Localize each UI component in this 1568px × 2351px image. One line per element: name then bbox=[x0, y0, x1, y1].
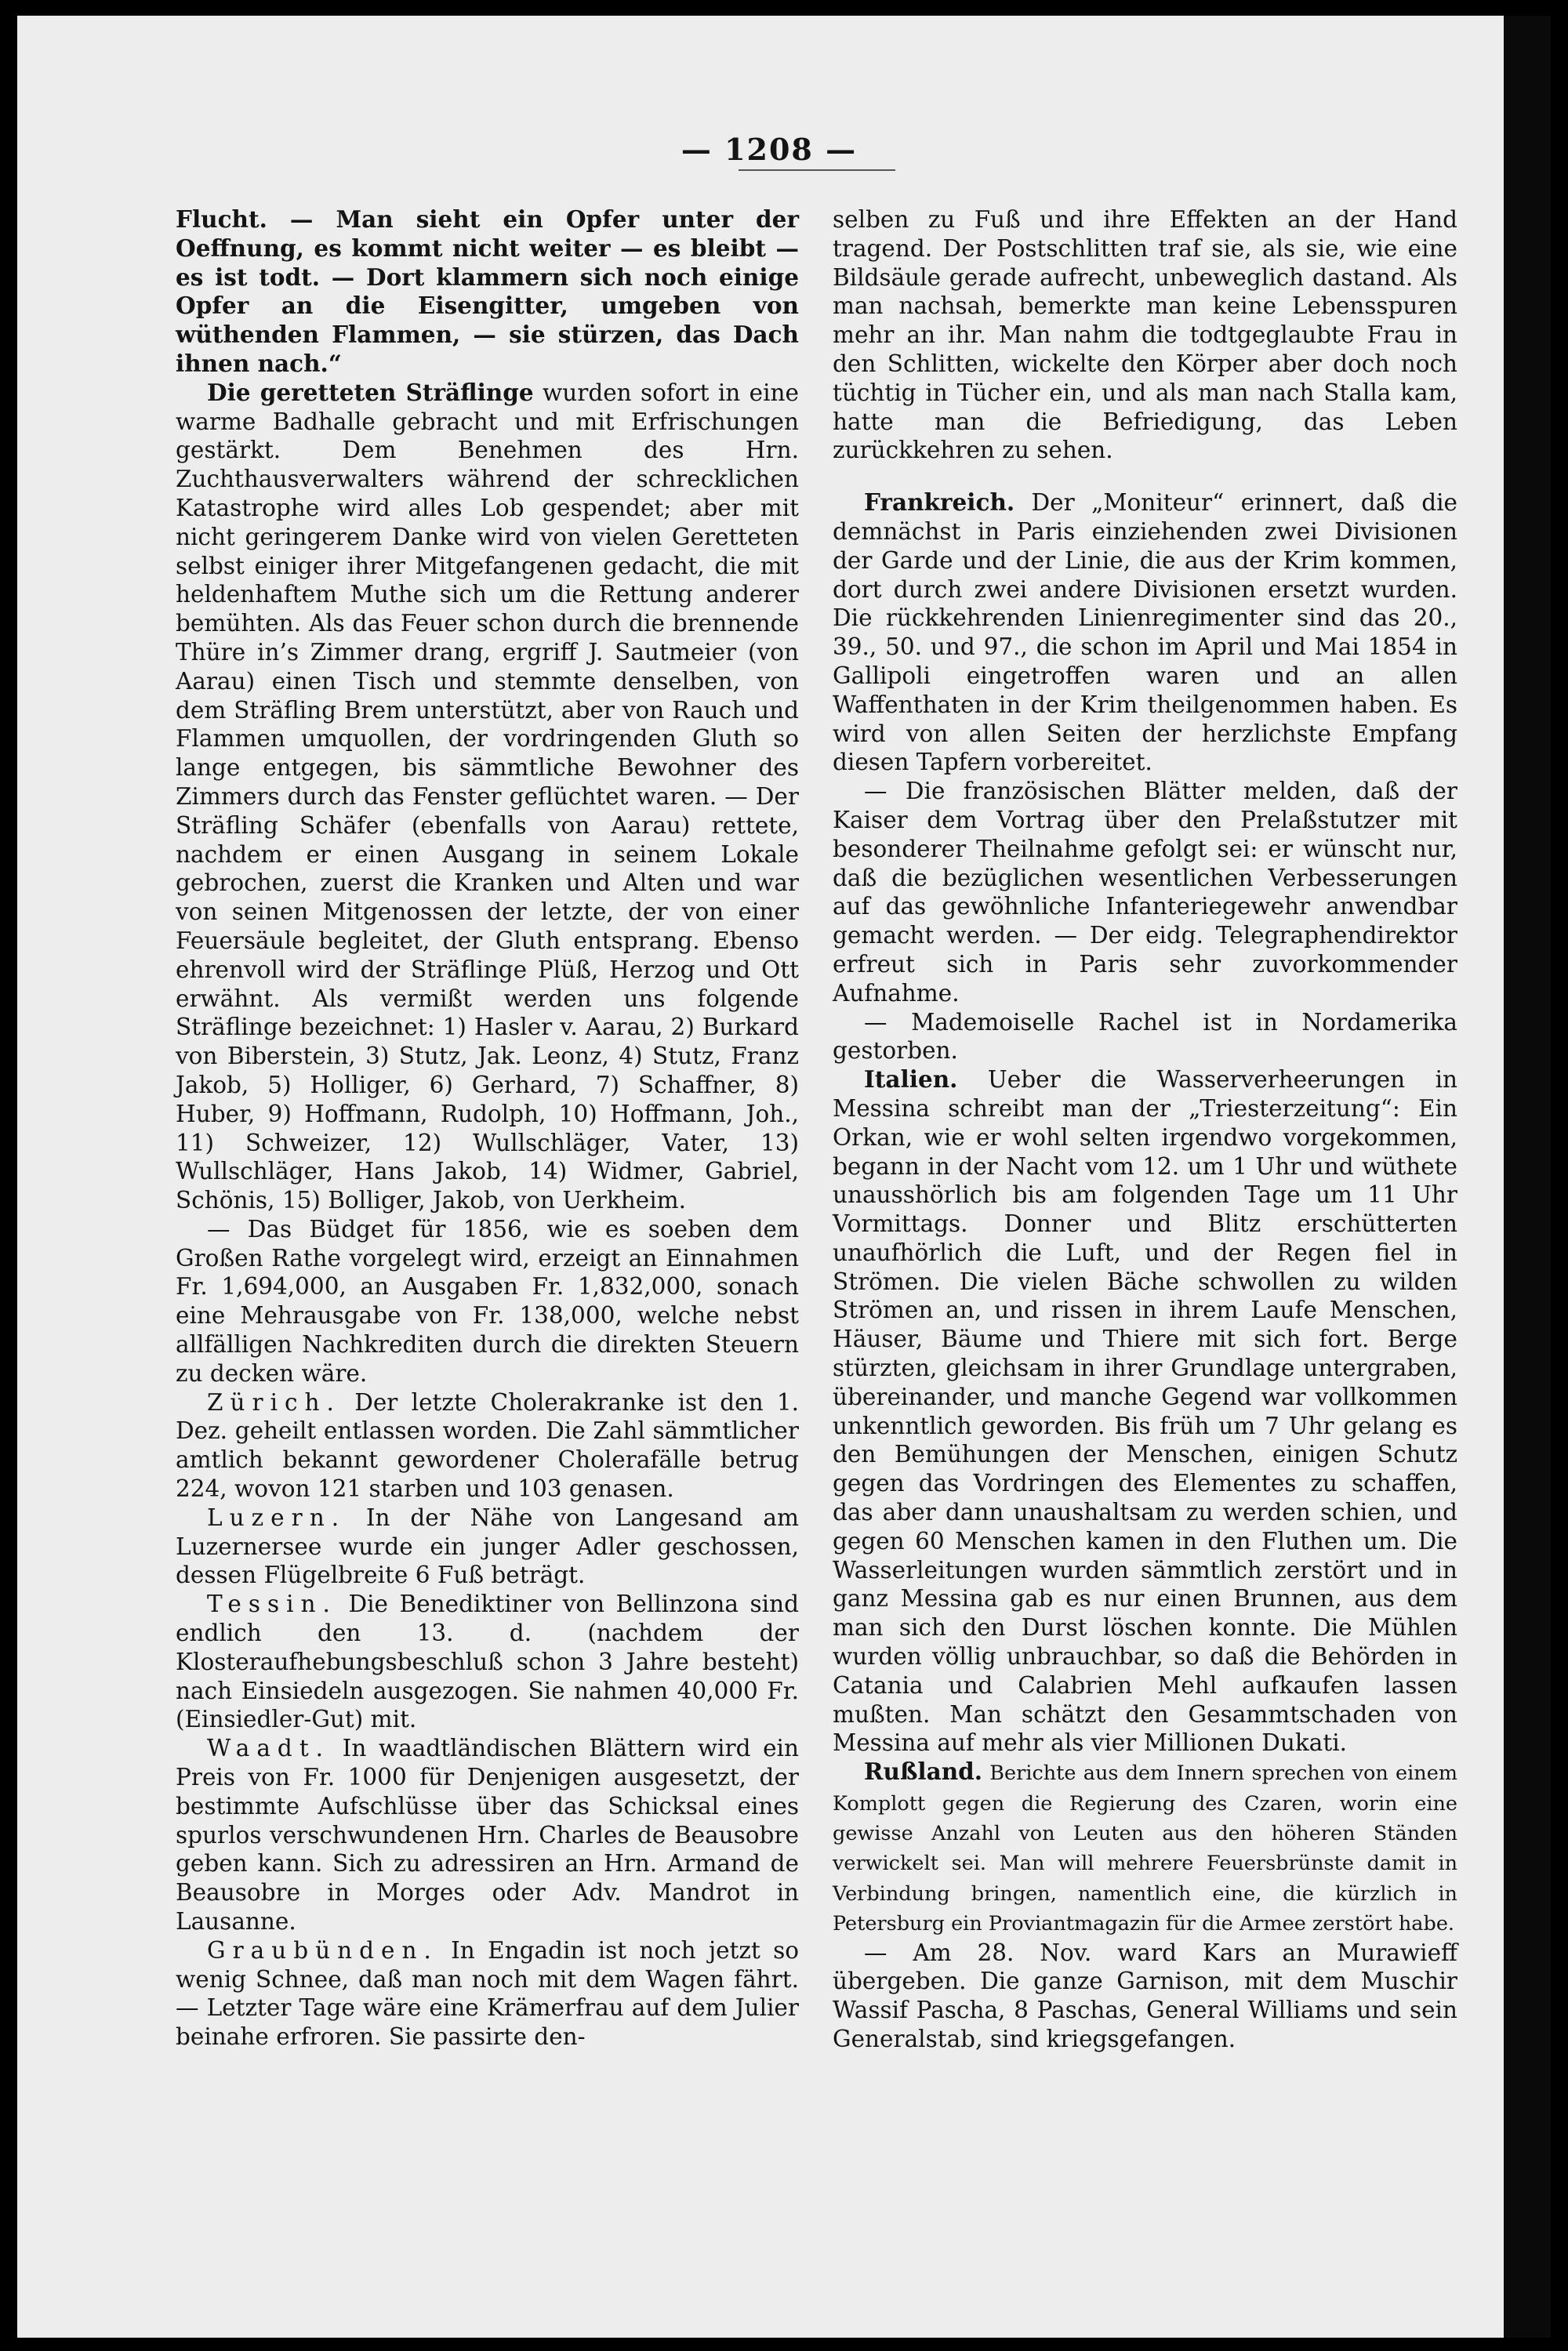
paragraph-text: wurden sofort in eine warme Badhalle gebracht und mit Erfrischungen gestärkt. Dem Benehmen des Hrn. Zuchthausverwalters während der schrecklichen Katastrophe wird alles Lob gespendet; aber mit nicht geringerem Danke wird von vielen Geretteten selbst einiger ihrer Mitgefangenen gedacht, die mit heldenhaftem Muthe sich um die Rettung anderer bemühten. Als das Feuer schon durch die brennende Thüre in’s Zimmer drang, ergriff J. Sautmeier (von Aarau) einen Tisch und stemmte denselben, von dem Sträfling Brem unterstützt, aber von Rauch und Flammen umquollen, der vordringenden Gluth so lange entgegen, bis sämmtliche Bewohner des Zimmers durch das Fenster geflüchtet waren. — Der Sträfling Schäfer (ebenfalls von Aarau) rettete, nachdem er einen Ausgang in seinem Lokale gebrochen, zuerst die Kranken und Alten und war von seinen Mitgenossen der letzte, der von einer Feuersäule begleitet, der Gluth entsprang. Ebenso ehrenvoll wird der Sträflinge Plüß, Herzog und Ott erwähnt. Als vermißt werden uns folgende Sträflinge bezeichnet: 1) Hasler v. Aarau, 2) Burkard von Biberstein, 3) Stutz, Jak. Leonz, 4) Stutz, Franz Jakob, 5) Holliger, 6) Gerhard, 7) Schaffner, 8) Huber, 9) Hoffmann, Rudolph, 10) Hoffmann, Joh., 11) Schweizer, 12) Wullschläger, Vater, 13) Wullschläger, Hans Jakob, 14) Widmer, Gabriel, Schönis, 15) Bolliger, Jakob, von Uerkheim. bbox=[176, 379, 799, 1214]
russland-paragraph bbox=[833, 1758, 1457, 1938]
italien-paragraph bbox=[833, 1065, 1457, 1758]
scan-edge bbox=[1504, 16, 1551, 2338]
paragraph-text: Der „Moniteur“ erinnert, daß die demnächst in Paris einziehenden zwei Divisionen der Garde und der Linie, die aus der Krim kommen, dort durch zwei andere Divisionen ersetzt wurden. Die rückkehrenden Linienregimenter sind das 20., 39., 50. und 97., die schon im April und Mai 1854 in Gallipoli eingetroffen waren und an allen Waffenthaten in der Krim theilgenommen haben. Es wird von allen Seiten der herzlichste Empfang diesen Tapfern vorbereitet. bbox=[833, 489, 1457, 776]
luzern-paragraph bbox=[176, 1504, 799, 1590]
budget-paragraph: — Das Büdget für 1856, wie es soeben dem Großen Rathe vorgelegt wird, erzeigt an Einnahmen Fr. 1,694,000, an Ausgaben Fr. 1,832,000, sonach eine Mehrausgabe von Fr. 138,000, welche nebst allfälligen Nachkrediten durch die direkten Steuern zu decken wäre. bbox=[176, 1215, 799, 1387]
paragraph-text: Berichte aus dem Innern sprechen von einem Komplott gegen die Regierung des Czaren, worin eine gewisse Anzahl von Leuten aus den höheren Ständen verwickelt sei. Man will mehrere Feuersbrünste damit in Verbindung bringen, namentlich eine, die kürzlich in Petersburg ein Proviantmagazin für die Armee zerstört habe. bbox=[833, 1761, 1457, 1936]
rescued-prisoners-paragraph bbox=[176, 379, 799, 1215]
place-heading: Graubünden. bbox=[207, 1936, 438, 1964]
graubuenden-paragraph bbox=[176, 1936, 799, 2052]
frankreich-paragraph bbox=[833, 488, 1457, 777]
header-rule bbox=[739, 169, 895, 171]
paragraph-text: Die Benediktiner von Bellinzona sind endlich den 13. d. (nachdem der Klosteraufhebungsbeschluß schon 3 Jahre besteht) nach Einsiedeln ausgezogen. Sie nahmen 40,000 Fr. (Einsiedler-Gut) mit. bbox=[176, 1591, 799, 1733]
tessin-paragraph bbox=[176, 1590, 799, 1734]
newspaper-page bbox=[17, 16, 1521, 2338]
country-heading: Rußland. bbox=[864, 1758, 983, 1786]
place-heading: Waadt. bbox=[207, 1735, 331, 1762]
paragraph-text: Der letzte Cholerakranke ist den 1. Dez. geheilt entlassen worden. Die Zahl sämmtlicher amtlich bekannt gewordener Cholerafälle betrug 224, wovon 121 starben und 103 genasen. bbox=[176, 1388, 799, 1503]
left-column bbox=[176, 205, 799, 2052]
kars-paragraph: — Am 28. Nov. ward Kars an Murawieff übergeben. Die ganze Garnison, mit dem Muschir Wassif Pascha, 8 Paschas, General Williams und sein Generalstab, sind kriegsgefangen. bbox=[833, 1939, 1457, 2053]
page-number: — 1208 — bbox=[681, 132, 858, 167]
zuerich-paragraph bbox=[176, 1388, 799, 1504]
paragraph-text: Ueber die Wasserverheerungen in Messina schreibt man der „Triesterzeitung“: Ein Orkan, wie er wohl selten irgendwo vorgekommen, begann in der Nacht vom 12. um 1 Uhr und wüthete unausshörlich bis am folgenden Tage um 11 Uhr Vormittags. Donner und Blitz erschütterten unaufhörlich die Luft, und der Regen fiel in Strömen. Die vielen Bäche schwollen zu wilden Strömen an, und rissen in ihrem Laufe Menschen, Häuser, Bäume und Thiere mit sich fort. Berge stürzten, gleichsam in ihrer Grundlage untergraben, übereinander, und manche Gegend war vollkommen unkenntlich geworden. Bis früh um 7 Uhr gelang es den Bemühungen der Menschen, einigen Schutz gegen das Vordringen des Elementes zu schaffen, das aber dann unaushaltsam zu werden schien, und gegen 60 Menschen kamen in den Fluthen um. Die Wasserleitungen wurden sämmtlich zerstört und in ganz Messina gab es nur einen Brunnen, aus dem man sich den Durst löschen konnte. Die Mühlen wurden völlig unbrauchbar, so daß die Behörden in Catania und Calabrien Mehl aufkaufen lassen mußten. Man schätzt den Gesammtschaden von Messina auf mehr als vier Millionen Dukati. bbox=[833, 1066, 1457, 1757]
fire-report-end: Flucht. — Man sieht ein Opfer unter der Oeffnung, es kommt nicht weiter — es bleibt — es ist todt. — Dort klammern sich noch einige Opfer an die Eisengitter, umgeben von wüthenden Flammen, — sie stürzen, das Dach ihnen nach.“ bbox=[176, 205, 799, 377]
place-heading: Tessin. bbox=[207, 1591, 337, 1618]
place-heading: Zürich. bbox=[207, 1388, 341, 1416]
paragraph-text: In der Nähe von Langesand am Luzernersee wurde ein junger Adler geschossen, dessen Flügelbreite 6 Fuß beträgt. bbox=[176, 1504, 799, 1589]
waadt-paragraph bbox=[176, 1734, 799, 1936]
place-heading: Luzern. bbox=[207, 1504, 347, 1531]
paragraph-text: In Engadin ist noch jetzt so wenig Schnee, daß man noch mit dem Wagen fährt. — Letzter Tage wäre eine Krämerfrau auf dem Julier beinahe erfroren. Sie passirte den- bbox=[176, 1936, 799, 2051]
country-heading: Italien. bbox=[864, 1065, 958, 1094]
rachel-paragraph: — Mademoiselle Rachel ist in Nordamerika gestorben. bbox=[833, 1008, 1457, 1065]
right-column bbox=[833, 205, 1457, 2054]
paragraph-text: In waadtländischen Blättern wird ein Preis von Fr. 1000 für Denjenigen ausgesetzt, der bestimmte Aufschlüsse über das Schicksal eines spurlos verschwundenen Hrn. Charles de Beausobre geben kann. Sich zu adressiren an Hrn. Armand de Beausobre in Morges oder Adv. Mandrot in Lausanne. bbox=[176, 1735, 799, 1936]
continued-paragraph: selben zu Fuß und ihre Effekten an der Hand tragend. Der Postschlitten traf sie, als sie, wie eine Bildsäule gerade aufrecht, unbeweglich dastand. Als man nachsah, bemerkte man keine Lebensspuren mehr an ihr. Man nahm die todtgeglaubte Frau in den Schlitten, wickelte den Körper aber doch noch tüchtig in Tücher ein, und als man nach Stalla kam, hatte man die Befriedigung, das Leben zurückkehren zu sehen. bbox=[833, 206, 1457, 464]
country-heading: Frankreich. bbox=[864, 488, 1015, 517]
paragraph-lead: Die geretteten Sträflinge bbox=[207, 378, 534, 406]
french-papers-paragraph: — Die französischen Blätter melden, daß der Kaiser dem Vortrag über den Prelaßstutzer mit besonderer Theilnahme gefolgt sei: er wünscht nur, daß die bezüglichen wesentlichen Verbesserungen auf das gewöhnliche Infanteriegewehr anwendbar gemacht werden. — Der eidg. Telegraphendirektor erfreut sich in Paris sehr zuvorkommender Aufnahme. bbox=[833, 778, 1457, 1007]
